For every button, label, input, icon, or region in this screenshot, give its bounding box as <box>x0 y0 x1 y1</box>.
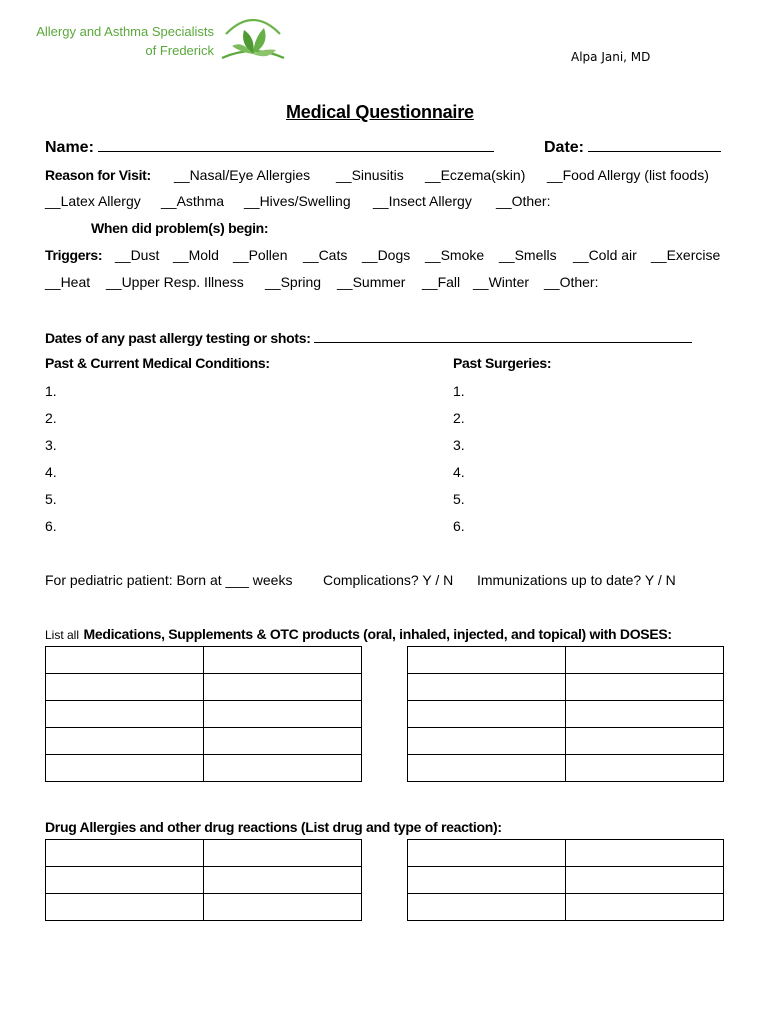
table-cell[interactable] <box>408 894 566 921</box>
table-cell[interactable] <box>566 674 724 701</box>
practice-name-line2: of Frederick <box>145 43 214 58</box>
name-line[interactable] <box>98 137 494 152</box>
trigger-smells[interactable]: __Smells <box>499 247 557 263</box>
trigger-winter[interactable]: __Winter <box>473 274 530 290</box>
table-cell[interactable] <box>566 894 724 921</box>
medications-table-left <box>45 646 362 782</box>
reason-nasal[interactable]: __Nasal/Eye Allergies <box>174 167 311 183</box>
table-cell[interactable] <box>204 647 362 674</box>
drug-allergies-table-left <box>45 839 362 921</box>
drug-allergies-heading: Drug Allergies and other drug reactions (List drug and type of reaction): <box>45 819 502 835</box>
list-item[interactable]: 4. <box>45 464 57 480</box>
trigger-other[interactable]: __Other: <box>544 274 599 290</box>
trigger-cats[interactable]: __Cats <box>303 247 348 263</box>
reason-insect[interactable]: __Insect Allergy <box>373 193 472 209</box>
list-item[interactable]: 1. <box>453 383 465 399</box>
table-cell[interactable] <box>46 867 204 894</box>
name-field[interactable] <box>45 137 494 157</box>
trigger-dust[interactable]: __Dust <box>115 247 160 263</box>
table-cell[interactable] <box>204 674 362 701</box>
conditions-list <box>45 383 57 545</box>
when-began-label: When did problem(s) begin: <box>91 220 269 236</box>
surgeries-list <box>453 383 465 545</box>
table-cell[interactable] <box>204 894 362 921</box>
pediatric-complications[interactable]: Complications? Y / N <box>323 572 454 588</box>
date-label: Date: <box>544 139 585 156</box>
table-cell[interactable] <box>408 647 566 674</box>
list-item[interactable]: 2. <box>453 410 465 426</box>
drug-allergies-table-right <box>407 839 724 921</box>
table-cell[interactable] <box>46 755 204 782</box>
past-testing-label: Dates of any past allergy testing or shots: <box>45 330 311 346</box>
table-cell[interactable] <box>204 728 362 755</box>
list-item[interactable]: 4. <box>453 464 465 480</box>
page-title: Medical Questionnaire <box>286 102 474 122</box>
table-cell[interactable] <box>46 674 204 701</box>
trigger-summer[interactable]: __Summer <box>337 274 406 290</box>
trigger-dogs[interactable]: __Dogs <box>362 247 411 263</box>
table-cell[interactable] <box>566 755 724 782</box>
reason-label: Reason for Visit: <box>45 167 151 183</box>
pediatric-immunizations[interactable]: Immunizations up to date? Y / N <box>477 572 676 588</box>
leaf-logo-icon <box>218 14 288 66</box>
past-testing-line[interactable] <box>314 328 692 343</box>
surgeries-heading: Past Surgeries: <box>453 355 552 371</box>
table-cell[interactable] <box>204 755 362 782</box>
list-item[interactable]: 5. <box>45 491 57 507</box>
name-label: Name: <box>45 139 94 156</box>
list-item[interactable]: 6. <box>453 518 465 534</box>
doctor-name: Alpa Jani, MD <box>571 50 651 64</box>
medications-label: Medications, Supplements & OTC products (oral, inhaled, injected, and topical) with DOSES: <box>83 626 672 642</box>
table-cell[interactable] <box>46 701 204 728</box>
list-item[interactable]: 1. <box>45 383 57 399</box>
list-item[interactable]: 2. <box>45 410 57 426</box>
trigger-heat[interactable]: __Heat <box>45 274 91 290</box>
table-cell[interactable] <box>566 647 724 674</box>
table-cell[interactable] <box>566 701 724 728</box>
trigger-smoke[interactable]: __Smoke <box>425 247 485 263</box>
table-cell[interactable] <box>408 840 566 867</box>
trigger-pollen[interactable]: __Pollen <box>233 247 288 263</box>
reason-eczema[interactable]: __Eczema(skin) <box>425 167 526 183</box>
list-item[interactable]: 3. <box>453 437 465 453</box>
trigger-upper-resp[interactable]: __Upper Resp. Illness <box>106 274 244 290</box>
trigger-fall[interactable]: __Fall <box>422 274 461 290</box>
date-field[interactable] <box>544 137 721 157</box>
reason-asthma[interactable]: __Asthma <box>161 193 225 209</box>
table-cell[interactable] <box>46 728 204 755</box>
table-cell[interactable] <box>204 701 362 728</box>
table-cell[interactable] <box>46 894 204 921</box>
past-testing-field[interactable] <box>45 328 692 346</box>
date-line[interactable] <box>588 137 721 152</box>
trigger-cold-air[interactable]: __Cold air <box>573 247 637 263</box>
table-cell[interactable] <box>46 647 204 674</box>
table-cell[interactable] <box>566 728 724 755</box>
table-cell[interactable] <box>408 867 566 894</box>
table-cell[interactable] <box>408 755 566 782</box>
trigger-spring[interactable]: __Spring <box>265 274 322 290</box>
table-cell[interactable] <box>408 728 566 755</box>
table-cell[interactable] <box>204 867 362 894</box>
table-cell[interactable] <box>408 701 566 728</box>
triggers-label: Triggers: <box>45 247 103 263</box>
reason-other[interactable]: __Other: <box>496 193 551 209</box>
table-cell[interactable] <box>566 840 724 867</box>
reason-latex[interactable]: __Latex Allergy <box>45 193 141 209</box>
list-item[interactable]: 6. <box>45 518 57 534</box>
table-cell[interactable] <box>46 840 204 867</box>
medications-table-right <box>407 646 724 782</box>
pediatric-born[interactable]: For pediatric patient: Born at ___ weeks <box>45 572 293 588</box>
list-item[interactable]: 3. <box>45 437 57 453</box>
table-cell[interactable] <box>566 867 724 894</box>
practice-name-line1: Allergy and Asthma Specialists <box>36 24 214 39</box>
reason-food-allergy[interactable]: __Food Allergy (list foods) <box>547 167 709 183</box>
list-item[interactable]: 5. <box>453 491 465 507</box>
reason-sinusitis[interactable]: __Sinusitis <box>336 167 404 183</box>
table-cell[interactable] <box>408 674 566 701</box>
trigger-exercise[interactable]: __Exercise <box>651 247 721 263</box>
medications-heading <box>45 626 672 644</box>
table-cell[interactable] <box>204 840 362 867</box>
reason-hives[interactable]: __Hives/Swelling <box>244 193 351 209</box>
trigger-mold[interactable]: __Mold <box>173 247 219 263</box>
conditions-heading: Past & Current Medical Conditions: <box>45 355 270 371</box>
medications-prefix: List all <box>45 628 80 642</box>
